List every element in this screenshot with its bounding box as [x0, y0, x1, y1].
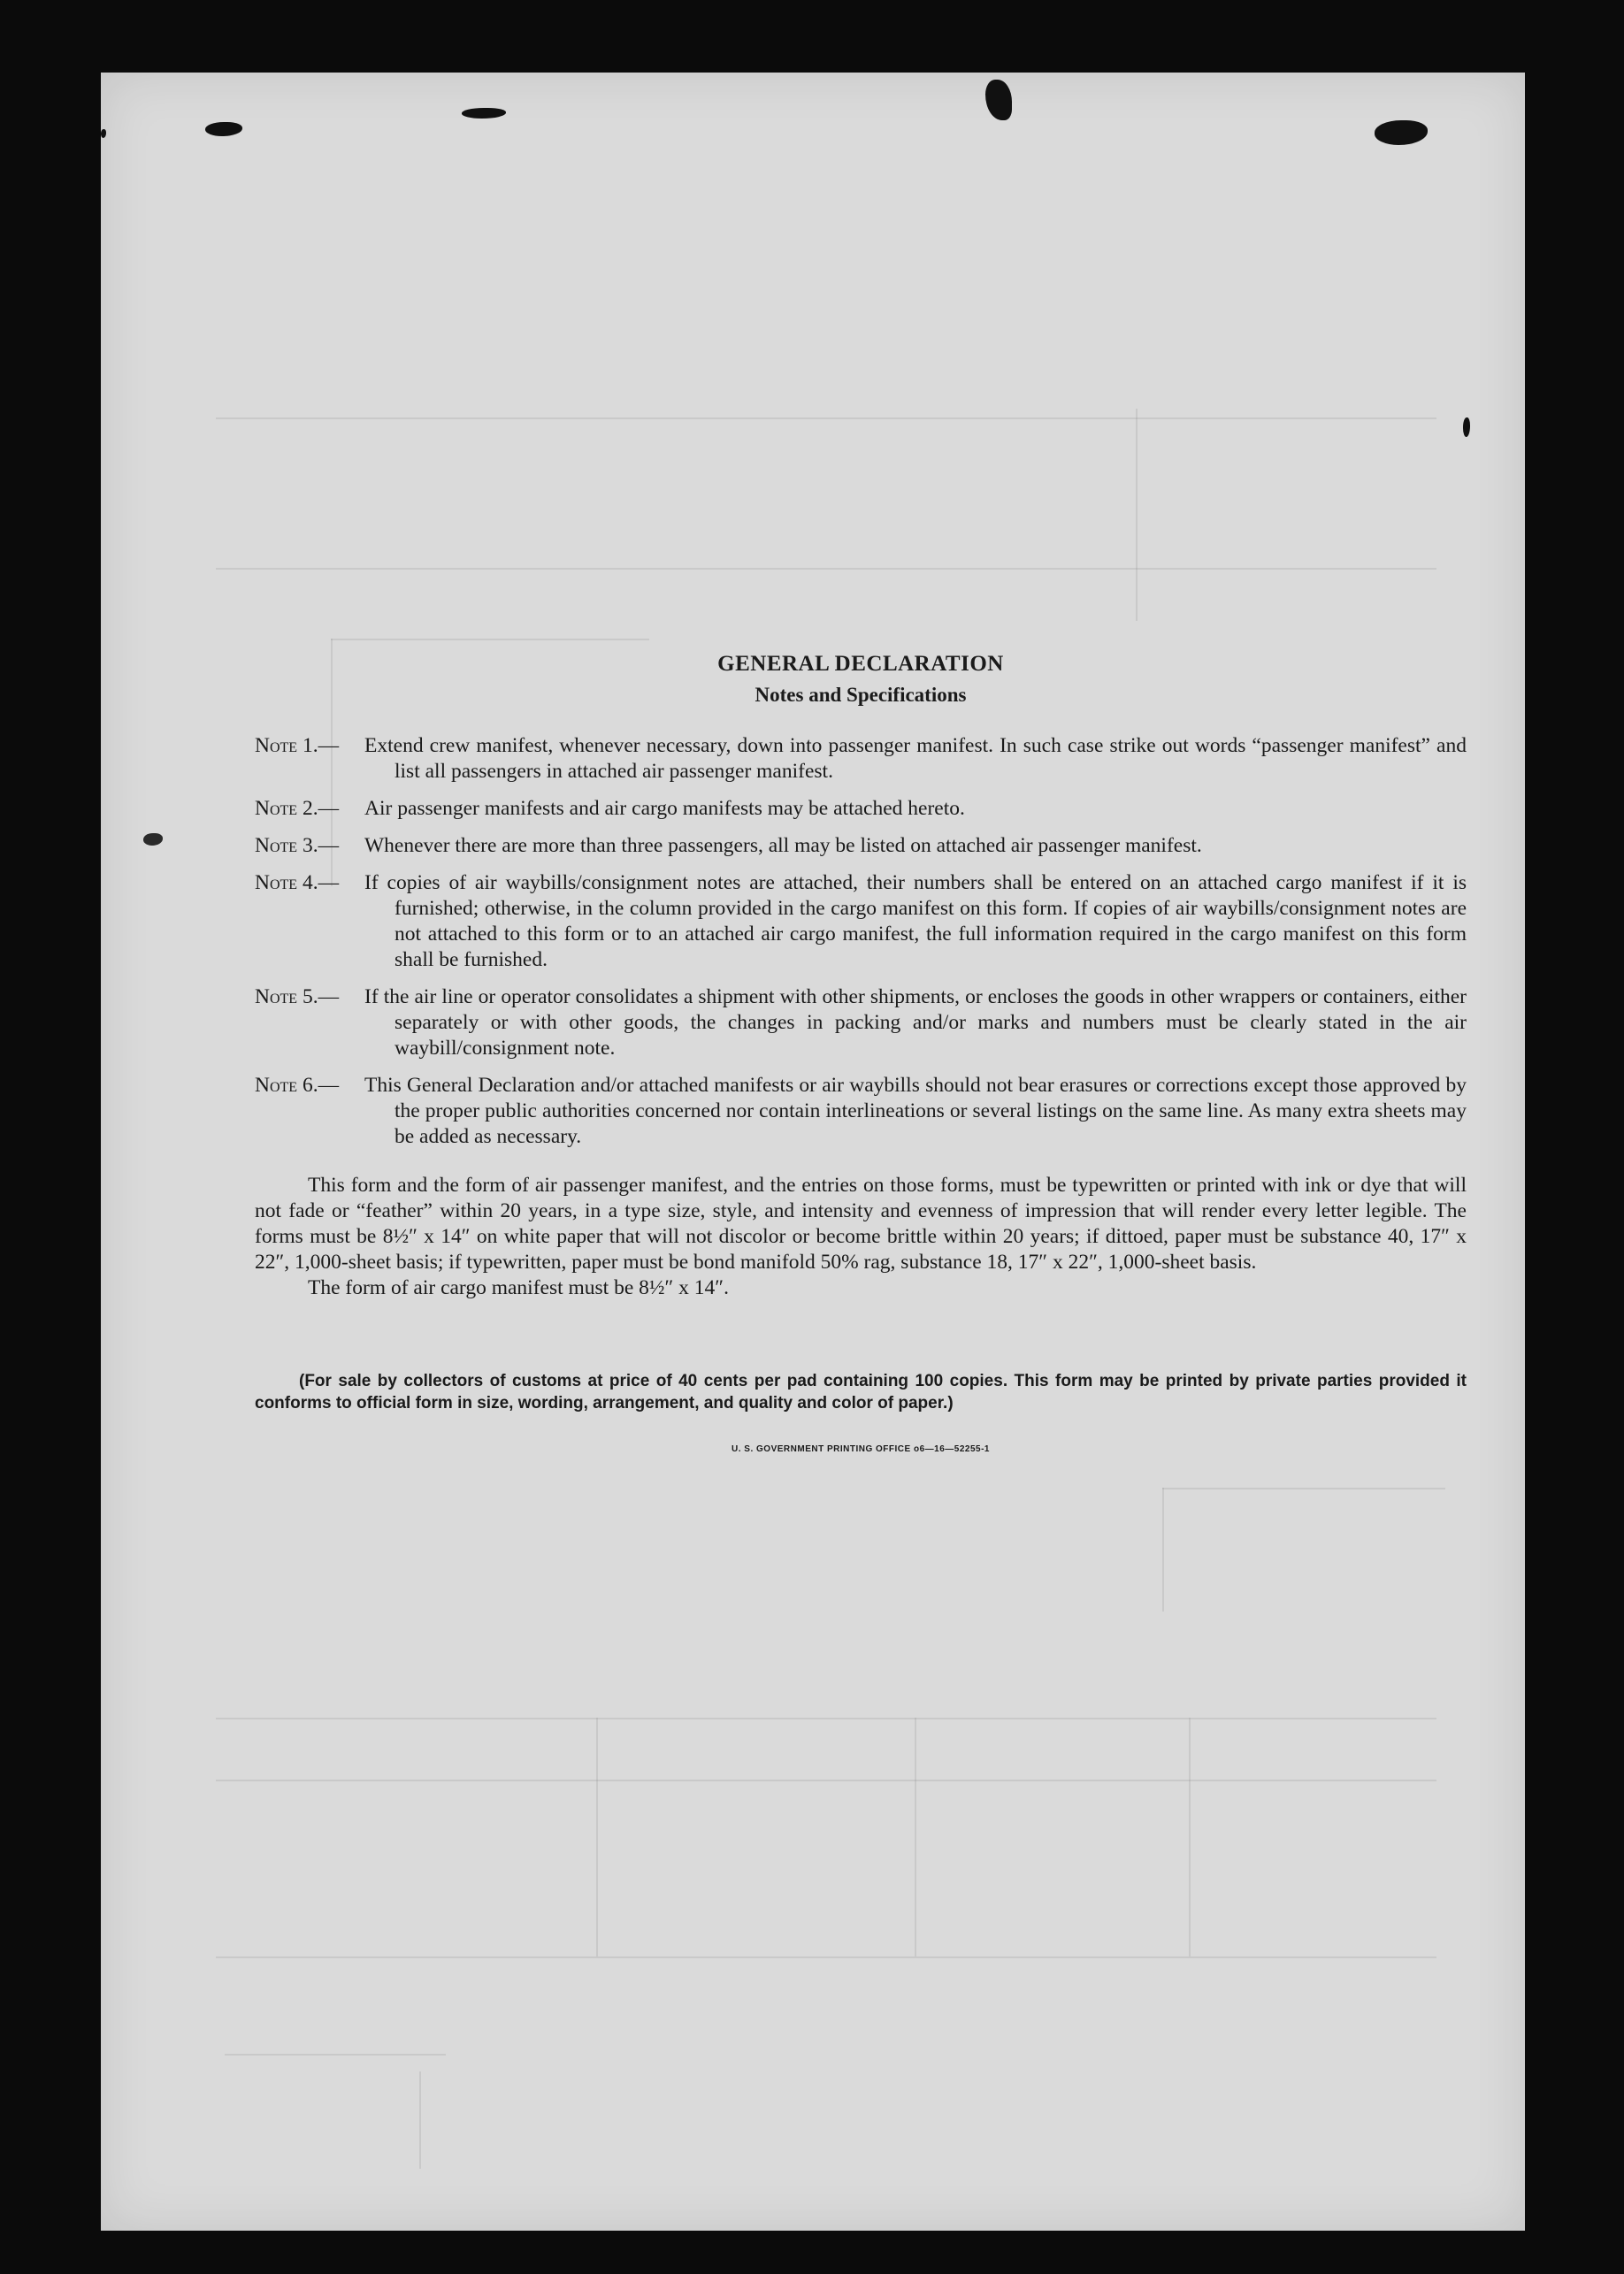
- ink-blot: [101, 129, 106, 138]
- bleed-through-rule: [1162, 1488, 1164, 1612]
- note-5: [255, 984, 1467, 1061]
- bleed-through-rule: [1162, 1488, 1445, 1489]
- notes-section: [255, 652, 1467, 1454]
- note-text: This General Declaration and/or attached manifests or air waybills should not bear erasures or corrections except those approved by the proper public authorities concerned nor contain interlineations or several listings on the same line. As many extra sheets may be added as necessary.: [364, 1074, 1467, 1148]
- ink-blot: [985, 80, 1012, 120]
- note-label: Note 4.—: [255, 871, 340, 894]
- page-subtitle: Notes and Specifications: [755, 684, 967, 706]
- sale-notice: (For sale by collectors of customs at price of 40 cents per pad containing 100 copies. This form may be printed by private parties provided it conforms to official form in size, wording, arrangement, and quality and color of paper.): [255, 1372, 1467, 1413]
- ink-blot: [1375, 120, 1428, 145]
- note-3: [255, 833, 1467, 859]
- ink-blot: [1463, 417, 1470, 437]
- bleed-through-rule: [915, 1718, 916, 1956]
- ink-blot: [143, 833, 163, 846]
- printer-imprint: U. S. GOVERNMENT PRINTING OFFICE o6—16—52255-1: [732, 1444, 990, 1454]
- bleed-through-rule: [216, 568, 1436, 570]
- bleed-through-rule: [216, 1956, 1436, 1958]
- note-2: [255, 796, 1467, 822]
- ink-blot: [462, 108, 506, 119]
- note-text: Whenever there are more than three passengers, all may be listed on attached air passenger manifest.: [364, 834, 1202, 857]
- ink-blot: [205, 122, 242, 136]
- bleed-through-rule: [1189, 1718, 1191, 1956]
- note-text: Extend crew manifest, whenever necessary, down into passenger manifest. In such case strike out words “passenger manifest” and list all passengers in attached air passenger manifest.: [364, 734, 1467, 783]
- bleed-through-rule: [419, 2071, 421, 2169]
- bleed-through-rule: [216, 417, 1436, 419]
- note-label: Note 2.—: [255, 797, 340, 820]
- note-label: Note 1.—: [255, 734, 340, 757]
- note-text: Air passenger manifests and air cargo manifests may be attached hereto.: [364, 797, 965, 820]
- page-title: GENERAL DECLARATION: [717, 652, 1004, 676]
- note-label: Note 3.—: [255, 834, 340, 857]
- bleed-through-rule: [1136, 409, 1138, 621]
- cargo-manifest-specification: The form of air cargo manifest must be 8½″ x 14″.: [308, 1276, 729, 1299]
- bleed-through-rule: [216, 1780, 1436, 1781]
- note-1: [255, 733, 1467, 785]
- bleed-through-rule: [331, 639, 649, 640]
- note-4: [255, 870, 1467, 973]
- note-6: [255, 1073, 1467, 1150]
- note-text: If copies of air waybills/consignment notes are attached, their numbers shall be entered on an attached cargo manifest if it is furnished; otherwise, in the column provided in the cargo manifest on this form. If copies of air waybills/consignment notes are not attached to this form or to an attached air cargo manifest, the full information required in the cargo manifest on this form shall be furnished.: [364, 871, 1467, 971]
- note-text: If the air line or operator consolidates a shipment with other shipments, or encloses the goods in other wrappers or containers, either separately or with other goods, the changes in packing and/or marks and numbers must be clearly stated in the air waybill/consignment note.: [364, 985, 1467, 1060]
- form-specification-paragraph: This form and the form of air passenger manifest, and the entries on those forms, must be typewritten or printed with ink or dye that will not fade or “feather” within 20 years, in a type size, style, and intensity and evenness of impression that will render every letter legible. The forms must be 8½″ x 14″ on white paper that will not discolor or become brittle within 20 years; if dittoed, paper must be substance 40, 17″ x 22″, 1,000-sheet basis; if typewritten, paper must be bond manifold 50% rag, substance 18, 17″ x 22″, 1,000-sheet basis.: [255, 1174, 1467, 1274]
- note-label: Note 5.—: [255, 985, 340, 1008]
- note-label: Note 6.—: [255, 1074, 340, 1097]
- bleed-through-rule: [216, 1718, 1436, 1719]
- document-page: [101, 73, 1525, 2231]
- bleed-through-rule: [596, 1718, 598, 1956]
- bleed-through-rule: [225, 2054, 446, 2056]
